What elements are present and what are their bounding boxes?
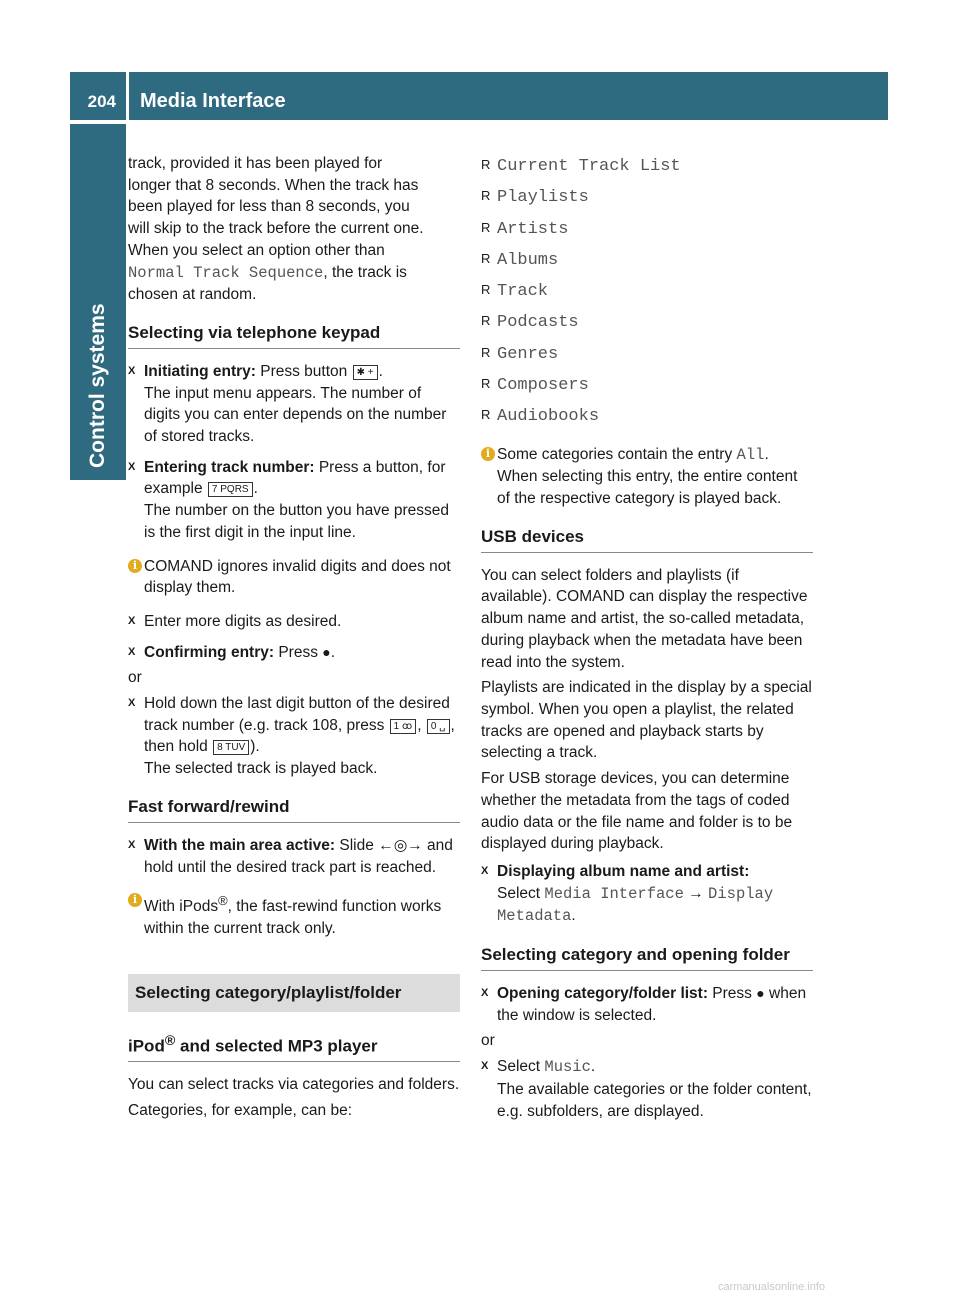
heading-category-folder: Selecting category and opening folder bbox=[481, 944, 813, 971]
step-arrow-icon: X bbox=[481, 1060, 489, 1073]
step-text: Enter more digits as desired. bbox=[144, 612, 342, 630]
paragraph: Categories, for example, can be: bbox=[128, 1101, 353, 1119]
header-bar bbox=[129, 72, 888, 120]
list-item bbox=[481, 338, 813, 369]
code-music: Music bbox=[544, 1058, 591, 1077]
step-arrow-icon: X bbox=[128, 697, 136, 710]
info-text: Some categories contain the entry bbox=[497, 445, 737, 463]
step-text: Slide bbox=[335, 836, 379, 854]
step-main-area-active bbox=[128, 835, 460, 878]
menu-arrow: → bbox=[683, 884, 709, 902]
info-note-ipods bbox=[128, 890, 460, 940]
category-label: Current Track List bbox=[497, 157, 681, 176]
page-number: 204 bbox=[87, 92, 116, 111]
step-arrow-icon: X bbox=[481, 864, 489, 877]
section-band-category: Selecting category/playlist/folder bbox=[128, 974, 460, 1012]
step-title: Confirming entry: bbox=[144, 643, 275, 661]
bullet-icon: R bbox=[481, 157, 491, 172]
heading-text: iPod bbox=[128, 1036, 165, 1056]
step-title: Initiating entry: bbox=[144, 362, 256, 380]
info-text: , the fast-rewind function works within the current track only. bbox=[144, 898, 442, 938]
controller-knob-icon: ● bbox=[756, 985, 765, 1002]
punct: , bbox=[417, 716, 426, 734]
code-media-interface: Media Interface bbox=[544, 884, 684, 903]
intro-line: track, provided it has been played for bbox=[128, 155, 383, 172]
heading-telephone-keypad: Selecting via telephone keypad bbox=[128, 322, 460, 349]
info-text: COMAND ignores invalid digits and does not display them. bbox=[144, 557, 451, 597]
step-title: Entering track number: bbox=[144, 458, 315, 476]
info-text: With iPods bbox=[144, 898, 219, 916]
list-item bbox=[481, 181, 813, 212]
bullet-icon: R bbox=[481, 344, 491, 360]
category-label: Composers bbox=[497, 376, 589, 396]
or-text: or bbox=[481, 1032, 495, 1050]
info-icon: i bbox=[128, 559, 142, 573]
step-text: Select bbox=[497, 1058, 545, 1076]
step-arrow-icon: X bbox=[481, 987, 489, 1000]
step-text: Press bbox=[274, 643, 323, 661]
list-item bbox=[481, 244, 813, 275]
star-plus-key-icon: ✱ + bbox=[353, 365, 378, 380]
intro-line bbox=[128, 262, 460, 285]
intro-line: been played for less than 8 seconds, you bbox=[128, 198, 410, 216]
right-column bbox=[481, 150, 813, 1131]
heading-fast-forward: Fast forward/rewind bbox=[128, 796, 460, 823]
step-select-music bbox=[481, 1056, 813, 1122]
paragraph: You can select tracks via categories and folders. bbox=[128, 1076, 460, 1094]
category-label: Genres bbox=[497, 344, 559, 364]
step-description: The number on the button you have pressed is the first digit in the input line. bbox=[144, 502, 450, 541]
intro-line: will skip to the track before the current one. bbox=[128, 220, 424, 238]
or-text: or bbox=[128, 669, 142, 687]
category-label: Audiobooks bbox=[497, 407, 600, 427]
side-tab-label: Control systems bbox=[86, 303, 109, 468]
heading-text: and selected MP3 player bbox=[175, 1036, 378, 1056]
list-item bbox=[481, 306, 813, 337]
step-confirming-entry bbox=[128, 642, 460, 664]
step-arrow-icon: X bbox=[128, 460, 136, 473]
step-text: Press a button, for example bbox=[144, 458, 446, 498]
step-display-album-artist bbox=[481, 861, 813, 928]
punct: . bbox=[590, 1058, 596, 1076]
step-title: With the main area active: bbox=[144, 836, 336, 854]
step-arrow-icon: X bbox=[128, 838, 136, 851]
intro-line: longer that 8 seconds. When the track has bbox=[128, 176, 419, 194]
registered-mark: ® bbox=[218, 893, 228, 909]
bullet-icon: R bbox=[481, 313, 491, 329]
punct: . bbox=[378, 362, 383, 380]
step-entering-track-number bbox=[128, 457, 460, 544]
intro-line: chosen at random. bbox=[128, 286, 257, 304]
step-text: Press bbox=[708, 985, 757, 1003]
info-icon: i bbox=[128, 893, 142, 907]
key-7-icon: 7 PQRS bbox=[208, 482, 253, 497]
list-item bbox=[481, 150, 813, 181]
category-label: Artists bbox=[497, 219, 569, 239]
info-note-all-entry bbox=[481, 444, 813, 510]
bullet-icon: R bbox=[481, 219, 491, 235]
step-text: Press button bbox=[255, 362, 352, 380]
heading-usb-devices: USB devices bbox=[481, 526, 813, 553]
step-title: Opening category/folder list: bbox=[497, 985, 708, 1003]
code-normal-sequence: Normal Track Sequence bbox=[128, 263, 324, 282]
step-enter-more-digits bbox=[128, 611, 460, 633]
category-label: Podcasts bbox=[497, 313, 579, 333]
category-label: Track bbox=[497, 282, 549, 302]
list-item bbox=[481, 400, 813, 431]
bullet-icon: R bbox=[481, 282, 491, 298]
bullet-icon: R bbox=[481, 250, 491, 266]
punct: . bbox=[330, 643, 336, 661]
punct: ). bbox=[250, 738, 260, 756]
key-1-icon: 1 ꝏ bbox=[390, 719, 417, 734]
category-list bbox=[481, 150, 813, 432]
step-hold-last-digit bbox=[128, 693, 460, 780]
step-text: and hold until the desired track part is reached. bbox=[144, 836, 453, 876]
info-note-invalid-digits bbox=[128, 556, 460, 599]
step-arrow-icon: X bbox=[128, 645, 136, 658]
info-icon: i bbox=[481, 447, 495, 461]
step-opening-category-list bbox=[481, 983, 813, 1026]
page-number-box bbox=[70, 72, 126, 120]
watermark: carmanualsonline.info bbox=[718, 1281, 826, 1293]
paragraph: You can select folders and playlists (if available). COMAND can display the respective album name and artist, the so-called metadata, during playback when the metadata have been read into the system. bbox=[481, 566, 808, 671]
slide-controller-icon: ←◎→ bbox=[378, 836, 423, 854]
step-title: Displaying album name and artist: bbox=[497, 862, 750, 880]
step-arrow-icon: X bbox=[128, 364, 136, 377]
step-arrow-icon: X bbox=[128, 614, 136, 627]
punct: . bbox=[571, 907, 576, 925]
paragraph: For USB storage devices, you can determine whether the metadata from the tags of coded audio data or the file name and folder is to be displayed during playback. bbox=[481, 770, 793, 853]
category-label: Playlists bbox=[497, 188, 589, 208]
intro-line: When you select an option other than bbox=[128, 241, 385, 259]
intro-tail: , the track is bbox=[323, 263, 407, 281]
left-column bbox=[128, 153, 460, 1122]
key-0-icon: 0 ␣ bbox=[427, 719, 450, 734]
bullet-icon: R bbox=[481, 376, 491, 392]
step-description: The available categories or the folder content, e.g. subfolders, are displayed. bbox=[497, 1080, 812, 1120]
step-initiating-entry bbox=[128, 361, 460, 448]
registered-mark: ® bbox=[164, 1032, 176, 1049]
heading-ipod-mp3 bbox=[128, 1030, 460, 1063]
code-all: All bbox=[736, 445, 765, 464]
step-text: when the window is selected. bbox=[497, 985, 807, 1024]
bullet-icon: R bbox=[481, 407, 491, 423]
bullet-icon: R bbox=[481, 188, 491, 204]
key-8-icon: 8 TUV bbox=[213, 740, 249, 755]
step-text: Hold down the last digit button of the desired track number (e.g. track 108, press bbox=[144, 695, 450, 734]
list-item bbox=[481, 369, 813, 400]
page-title: Media Interface bbox=[140, 90, 286, 112]
punct: . bbox=[253, 480, 258, 498]
controller-knob-icon: ● bbox=[322, 643, 331, 660]
code-display-metadata: Display Metadata bbox=[497, 884, 774, 926]
info-text: . When selecting this entry, the entire content of the respective category is played back. bbox=[497, 445, 798, 508]
step-text: , then hold bbox=[144, 716, 455, 756]
category-label: Albums bbox=[497, 250, 559, 270]
list-item bbox=[481, 213, 813, 244]
step-text: Select bbox=[497, 884, 545, 902]
step-description: The input menu appears. The number of digits you can enter depends on the number of stored tracks. bbox=[144, 384, 447, 446]
step-description: The selected track is played back. bbox=[144, 760, 378, 778]
paragraph: Playlists are indicated in the display by a special symbol. When you open a playlist, the related tracks are opened and playback starts by selecting a track. bbox=[481, 679, 812, 762]
list-item bbox=[481, 275, 813, 306]
